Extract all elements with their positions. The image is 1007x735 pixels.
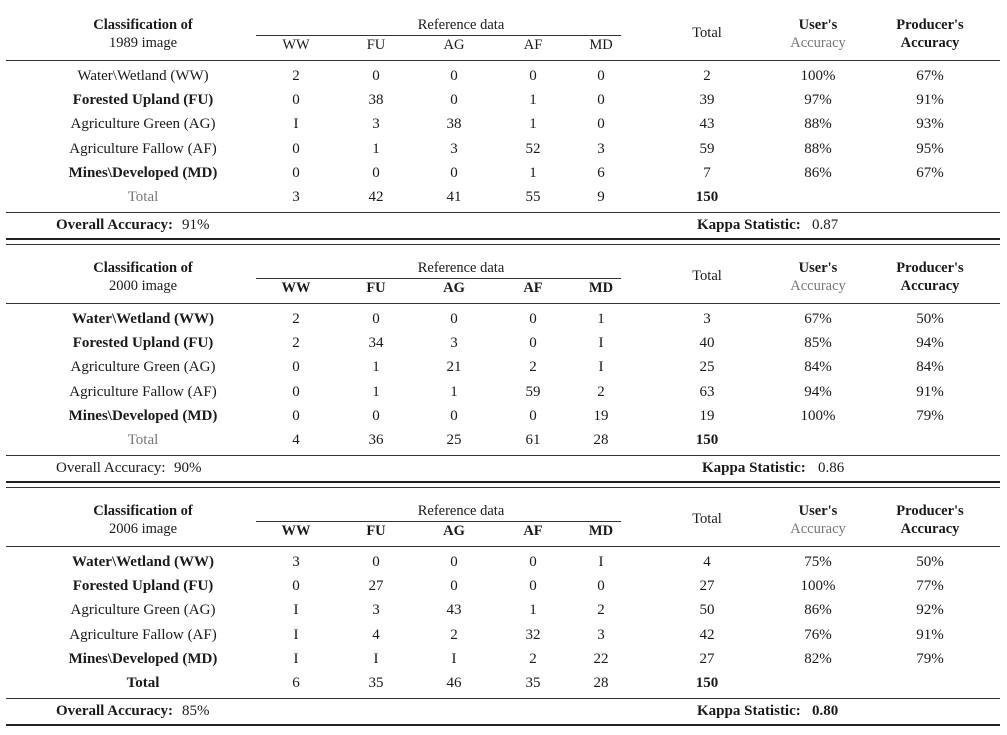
cell: 38 <box>446 116 462 133</box>
cell: I <box>293 116 299 133</box>
cell: 2 <box>597 602 605 619</box>
producers-accuracy-value: 50% <box>916 311 944 327</box>
rule-line <box>6 244 1000 245</box>
rule-line <box>6 546 1000 547</box>
column-header-fu: FU <box>366 280 386 296</box>
producers-accuracy-value: 91% <box>916 92 944 109</box>
column-header-ww: WW <box>282 37 310 53</box>
cell: 0 <box>372 68 380 84</box>
users-accuracy-header-sub: Accuracy <box>790 35 846 51</box>
cell: 0 <box>450 311 458 327</box>
cell: 21 <box>446 359 462 376</box>
column-total: 28 <box>593 432 609 448</box>
row-total: 2 <box>703 68 711 84</box>
users-accuracy-value: 76% <box>804 626 832 643</box>
grand-total: 150 <box>695 189 719 205</box>
cell: 43 <box>446 602 462 619</box>
cell: 0 <box>372 311 380 327</box>
row-label: Agriculture Fallow (AF) <box>69 383 217 400</box>
classification-label: Classification of <box>93 260 193 276</box>
cell: I <box>373 650 379 667</box>
column-total: 6 <box>292 675 300 691</box>
users-accuracy-value: 94% <box>804 383 832 400</box>
cell: 2 <box>292 335 300 352</box>
row-total: 27 <box>699 650 715 667</box>
row-label: Agriculture Green (AG) <box>70 359 216 376</box>
cell: 2 <box>292 311 300 327</box>
overall-accuracy-label: Overall Accuracy: <box>56 217 174 233</box>
cell: 0 <box>597 68 605 84</box>
users-accuracy-value: 67% <box>804 311 832 327</box>
producers-accuracy-value: 67% <box>916 164 944 181</box>
producers-accuracy-value: 67% <box>916 68 944 84</box>
cell: 2 <box>597 383 605 400</box>
cell: 2 <box>529 359 537 376</box>
cell: 0 <box>529 335 537 352</box>
overall-accuracy-value: 90% <box>174 460 202 476</box>
reference-data-label: Reference data <box>417 260 505 276</box>
producers-accuracy-value: 84% <box>916 359 944 376</box>
row-total: 63 <box>699 383 715 400</box>
kappa-label: Kappa Statistic: <box>697 217 801 233</box>
column-header-ag: AG <box>443 280 465 296</box>
row-label: Mines\Developed (MD) <box>68 407 218 424</box>
producers-accuracy-value: 79% <box>916 407 944 424</box>
total-header: Total <box>692 25 722 41</box>
column-header-af: AF <box>523 37 543 53</box>
row-label: Water\Wetland (WW) <box>77 68 209 84</box>
cell: 2 <box>292 68 300 84</box>
row-label: Agriculture Fallow (AF) <box>69 140 217 157</box>
users-accuracy-value: 86% <box>804 602 832 619</box>
producers-accuracy-header: Producer's <box>896 503 964 519</box>
kappa-label: Kappa Statistic: <box>697 703 801 719</box>
grand-total: 150 <box>695 675 719 691</box>
cell: 0 <box>529 311 537 327</box>
cell: 0 <box>450 68 458 84</box>
cell: 0 <box>292 164 300 181</box>
row-label: Mines\Developed (MD) <box>68 650 218 667</box>
cell: 0 <box>450 164 458 181</box>
column-header-fu: FU <box>366 37 386 53</box>
kappa-value: 0.80 <box>812 703 839 719</box>
image-label: 2000 image <box>108 278 178 294</box>
reference-data-label: Reference data <box>417 503 505 519</box>
cell: 3 <box>292 554 300 570</box>
cell: 1 <box>597 311 605 327</box>
row-label: Agriculture Green (AG) <box>70 602 216 619</box>
column-header-ag: AG <box>443 37 465 53</box>
users-accuracy-header: User's <box>798 503 838 519</box>
cell: 0 <box>597 116 605 133</box>
row-total: 25 <box>699 359 715 376</box>
cell: I <box>598 359 604 376</box>
cell: 1 <box>450 383 458 400</box>
column-total: 36 <box>368 432 384 448</box>
cell: I <box>293 626 299 643</box>
column-header-md: MD <box>588 280 614 296</box>
cell: 32 <box>525 626 541 643</box>
users-accuracy-header-sub: Accuracy <box>790 521 846 537</box>
producers-accuracy-header-sub: Accuracy <box>900 278 960 294</box>
rule-line <box>256 521 621 522</box>
column-total: 46 <box>446 675 462 691</box>
rule-line <box>6 238 1000 240</box>
cell: 0 <box>450 554 458 570</box>
row-label: Water\Wetland (WW) <box>71 554 215 570</box>
producers-accuracy-header: Producer's <box>896 17 964 33</box>
cell: 1 <box>529 602 537 619</box>
row-label: Forested Upland (FU) <box>72 92 214 109</box>
overall-accuracy-label: Overall Accuracy: <box>56 703 174 719</box>
cell: 1 <box>529 92 537 109</box>
column-total: 25 <box>446 432 462 448</box>
producers-accuracy-header-sub: Accuracy <box>900 521 960 537</box>
row-total: 43 <box>699 116 715 133</box>
row-label: Water\Wetland (WW) <box>71 311 215 327</box>
producers-accuracy-value: 94% <box>916 335 944 352</box>
rule-line <box>6 724 1000 726</box>
total-header: Total <box>692 511 722 527</box>
cell: I <box>598 335 604 352</box>
column-total: 61 <box>525 432 541 448</box>
row-total: 50 <box>699 602 715 619</box>
column-total: 41 <box>446 189 462 205</box>
column-header-md: MD <box>589 37 613 53</box>
row-total: 19 <box>699 407 715 424</box>
column-header-ww: WW <box>281 523 311 539</box>
reference-data-label: Reference data <box>417 17 505 33</box>
producers-accuracy-value: 95% <box>916 140 944 157</box>
cell: 22 <box>593 650 609 667</box>
accuracy-table-2 <box>6 492 1000 732</box>
totals-row-label: Total <box>127 189 159 205</box>
cell: I <box>451 650 457 667</box>
cell: 3 <box>597 626 605 643</box>
cell: 59 <box>525 383 541 400</box>
cell: 0 <box>292 578 300 595</box>
column-header-fu: FU <box>366 523 386 539</box>
producers-accuracy-value: 92% <box>916 602 944 619</box>
row-total: 4 <box>703 554 711 570</box>
cell: 3 <box>372 116 380 133</box>
column-total: 28 <box>593 675 609 691</box>
column-total: 4 <box>292 432 300 448</box>
grand-total: 150 <box>695 432 719 448</box>
column-total: 3 <box>292 189 300 205</box>
row-total: 27 <box>699 578 715 595</box>
cell: 0 <box>450 407 458 424</box>
cell: 2 <box>450 626 458 643</box>
cell: 4 <box>372 626 380 643</box>
accuracy-table-0 <box>6 6 1000 246</box>
cell: 0 <box>292 407 300 424</box>
users-accuracy-header-sub: Accuracy <box>790 278 846 294</box>
row-label: Forested Upland (FU) <box>72 578 214 595</box>
users-accuracy-value: 82% <box>804 650 832 667</box>
cell: 6 <box>597 164 605 181</box>
cell: 0 <box>292 359 300 376</box>
column-header-ag: AG <box>443 523 465 539</box>
cell: 27 <box>368 578 384 595</box>
overall-accuracy-label: Overall Accuracy: <box>56 460 166 476</box>
users-accuracy-value: 86% <box>804 164 832 181</box>
cell: 0 <box>372 407 380 424</box>
cell: 0 <box>292 92 300 109</box>
totals-row-label: Total <box>127 432 159 448</box>
users-accuracy-value: 88% <box>804 116 832 133</box>
cell: 0 <box>372 554 380 570</box>
rule-line <box>6 60 1000 61</box>
users-accuracy-value: 75% <box>804 554 832 570</box>
overall-accuracy-value: 91% <box>182 217 210 233</box>
cell: 0 <box>529 554 537 570</box>
users-accuracy-header: User's <box>798 260 838 276</box>
cell: 1 <box>372 359 380 376</box>
cell: 0 <box>450 92 458 109</box>
row-label: Agriculture Fallow (AF) <box>69 626 217 643</box>
cell: 1 <box>529 116 537 133</box>
cell: 2 <box>529 650 537 667</box>
cell: 19 <box>593 407 609 424</box>
cell: 34 <box>368 335 384 352</box>
kappa-value: 0.87 <box>812 217 839 233</box>
rule-line <box>256 35 621 36</box>
producers-accuracy-value: 79% <box>916 650 944 667</box>
users-accuracy-header: User's <box>798 17 838 33</box>
accuracy-table-1 <box>6 249 1000 489</box>
rule-line <box>6 487 1000 488</box>
cell: I <box>293 602 299 619</box>
users-accuracy-value: 97% <box>804 92 832 109</box>
column-header-af: AF <box>523 280 543 296</box>
cell: 0 <box>529 578 537 595</box>
cell: 1 <box>529 164 537 181</box>
producers-accuracy-value: 91% <box>916 383 944 400</box>
overall-accuracy-value: 85% <box>182 703 210 719</box>
rule-line <box>256 278 621 279</box>
producers-accuracy-value: 50% <box>916 554 944 570</box>
column-header-md: MD <box>588 523 614 539</box>
users-accuracy-value: 100% <box>800 68 836 84</box>
column-total: 42 <box>368 189 384 205</box>
row-total: 40 <box>699 335 715 352</box>
totals-row-label: Total <box>126 675 160 691</box>
rule-line <box>6 698 1000 699</box>
cell: 3 <box>450 140 458 157</box>
cell: 0 <box>292 383 300 400</box>
rule-line <box>6 481 1000 483</box>
column-total: 35 <box>368 675 384 691</box>
cell: 0 <box>372 164 380 181</box>
cell: 0 <box>529 407 537 424</box>
kappa-label: Kappa Statistic: <box>702 460 806 476</box>
column-total: 55 <box>525 189 541 205</box>
column-header-ww: WW <box>281 280 311 296</box>
cell: 0 <box>292 140 300 157</box>
total-header: Total <box>692 268 722 284</box>
cell: 0 <box>597 578 605 595</box>
row-label: Mines\Developed (MD) <box>68 164 218 181</box>
column-total: 9 <box>597 189 605 205</box>
producers-accuracy-header-sub: Accuracy <box>900 35 960 51</box>
column-header-af: AF <box>523 523 543 539</box>
cell: 3 <box>372 602 380 619</box>
cell: 0 <box>529 68 537 84</box>
producers-accuracy-header: Producer's <box>896 260 964 276</box>
users-accuracy-value: 84% <box>804 359 832 376</box>
cell: 52 <box>525 140 541 157</box>
kappa-value: 0.86 <box>818 460 845 476</box>
producers-accuracy-value: 93% <box>916 116 944 133</box>
users-accuracy-value: 88% <box>804 140 832 157</box>
cell: 0 <box>450 578 458 595</box>
users-accuracy-value: 85% <box>804 335 832 352</box>
row-label: Agriculture Green (AG) <box>70 116 216 133</box>
producers-accuracy-value: 91% <box>916 626 944 643</box>
cell: 1 <box>372 383 380 400</box>
row-label: Forested Upland (FU) <box>72 335 214 352</box>
users-accuracy-value: 100% <box>800 578 836 595</box>
rule-line <box>6 303 1000 304</box>
cell: 1 <box>372 140 380 157</box>
cell: I <box>293 650 299 667</box>
row-total: 42 <box>699 626 715 643</box>
cell: 0 <box>597 92 605 109</box>
rule-line <box>6 212 1000 213</box>
users-accuracy-value: 100% <box>800 407 836 424</box>
image-label: 1989 image <box>108 35 178 51</box>
row-total: 39 <box>699 92 715 109</box>
cell: I <box>598 554 604 570</box>
row-total: 3 <box>703 311 711 327</box>
cell: 3 <box>450 335 458 352</box>
row-total: 59 <box>699 140 715 157</box>
column-total: 35 <box>525 675 541 691</box>
classification-label: Classification of <box>93 503 193 519</box>
producers-accuracy-value: 77% <box>916 578 944 595</box>
classification-label: Classification of <box>93 17 193 33</box>
cell: 38 <box>368 92 384 109</box>
rule-line <box>6 455 1000 456</box>
image-label: 2006 image <box>108 521 178 537</box>
row-total: 7 <box>703 164 711 181</box>
cell: 3 <box>597 140 605 157</box>
